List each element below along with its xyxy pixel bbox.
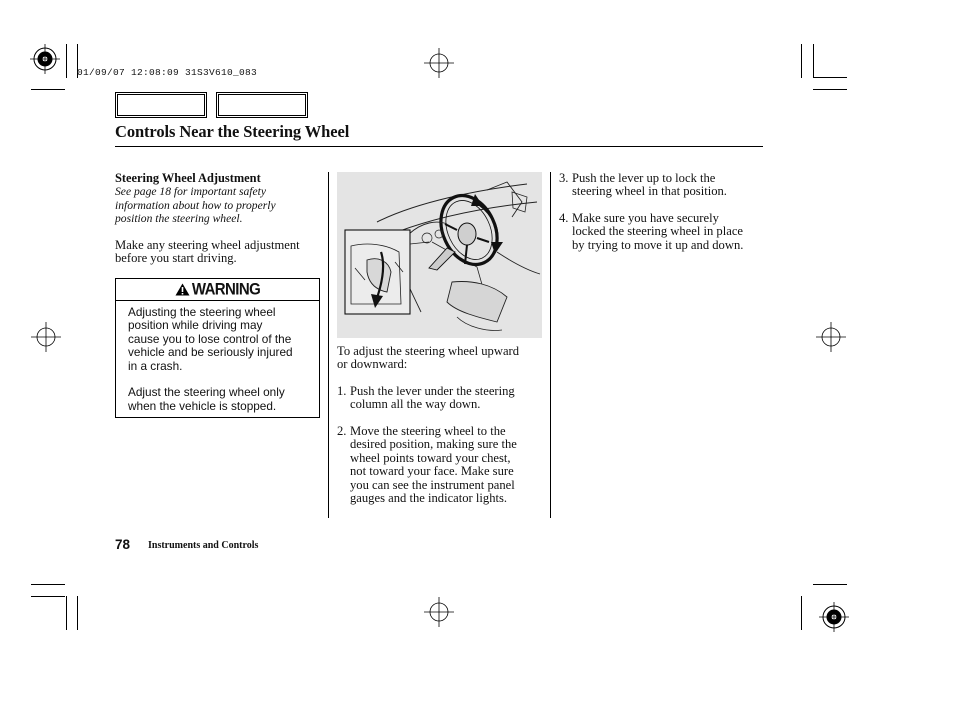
header-rule [115, 146, 763, 147]
column-divider [550, 172, 551, 518]
crosshair-icon [424, 48, 454, 78]
warning-triangle-icon [175, 283, 190, 296]
registration-target-icon [30, 44, 60, 74]
header-tab-box [115, 92, 207, 118]
reference-note: See page 18 for important safety information about how to properly position the steering wheel. [115, 185, 276, 226]
intro-text: Make any steering wheel adjustment before you start driving. [115, 238, 300, 266]
warning-label: WARNING [191, 280, 261, 299]
illustration-caption: To adjust the steering wheel upward or downward: [337, 344, 520, 372]
crosshair-icon [31, 322, 61, 352]
crosshair-icon [816, 322, 846, 352]
page-title: Controls Near the Steering Wheel [115, 122, 350, 141]
registration-target-icon [819, 602, 849, 632]
header-tab-box [216, 92, 308, 118]
column-divider [328, 172, 329, 518]
warning-text: Adjusting the steering wheel position while driving may cause you to lose control of the vehicle and be seriously injured in a crash. Adjust the steering wheel only when the vehicle is stopped. [128, 305, 293, 413]
print-stamp: 01/09/07 12:08:09 31S3V610_083 [77, 67, 258, 78]
page-number: 78 [115, 537, 131, 552]
footer-section-title: Instruments and Controls [148, 540, 259, 551]
warning-header [116, 279, 319, 301]
section-heading: Steering Wheel Adjustment [115, 171, 261, 185]
crosshair-icon [424, 597, 454, 627]
warning-box [115, 278, 320, 418]
steering-wheel-adjustment-illustration [337, 172, 542, 338]
